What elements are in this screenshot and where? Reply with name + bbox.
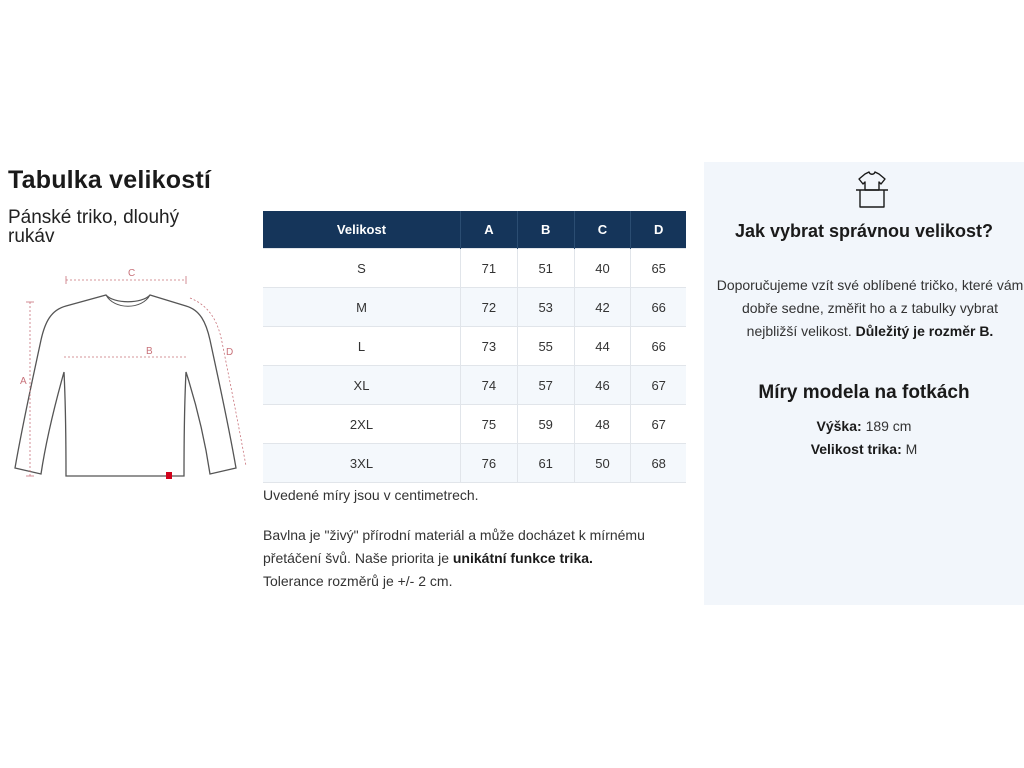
- table-row: [263, 405, 686, 444]
- product-subtitle: Pánské triko, dlouhý rukáv: [8, 207, 180, 247]
- table-row: [263, 327, 686, 366]
- cell-b: 59: [517, 405, 574, 444]
- long-sleeve-shirt-diagram: [14, 262, 254, 492]
- label-d: D: [226, 347, 234, 358]
- cell-c: 40: [574, 249, 631, 288]
- cell-a: 71: [461, 249, 518, 288]
- height-label: Výška:: [816, 418, 862, 434]
- cell-b: 57: [517, 366, 574, 405]
- label-c: C: [128, 268, 136, 279]
- header-b: B: [517, 211, 574, 249]
- cell-d: 67: [631, 366, 686, 405]
- table-row: [263, 444, 686, 483]
- header-velikost: Velikost: [263, 211, 461, 249]
- cell-d: 66: [631, 327, 686, 366]
- table-row: [263, 249, 686, 288]
- header-c: C: [574, 211, 631, 249]
- material-note: [263, 524, 703, 593]
- cell-size: 2XL: [263, 405, 461, 444]
- model-height: [704, 418, 1024, 434]
- cell-c: 48: [574, 405, 631, 444]
- size-value: M: [905, 441, 918, 457]
- cell-size: XL: [263, 366, 461, 405]
- panel-advice: [716, 274, 1024, 343]
- advice-bold-text: Důležitý je rozměr B.: [855, 323, 994, 339]
- cell-size: L: [263, 327, 461, 366]
- shirt-outline: [15, 295, 236, 476]
- table-row: [263, 366, 686, 405]
- model-heading: Míry modela na fotkách: [758, 382, 970, 403]
- sizing-help-panel: [704, 162, 1024, 605]
- cell-b: 51: [517, 249, 574, 288]
- cell-d: 65: [631, 249, 686, 288]
- height-value: 189 cm: [865, 418, 912, 434]
- advice-text: Doporučujeme vzít své oblíbené tričko, které vám dobře sedne, změřit ho a z tabulky vybrat nejbližší velikost.: [716, 277, 1024, 339]
- cell-c: 42: [574, 288, 631, 327]
- table-row: [263, 288, 686, 327]
- cell-size: S: [263, 249, 461, 288]
- material-bold-text: unikátní funkce trika.: [452, 550, 593, 566]
- cell-d: 66: [631, 288, 686, 327]
- units-note: Uvedené míry jsou v centimetrech.: [263, 487, 479, 503]
- cell-d: 68: [631, 444, 686, 483]
- cell-size: 3XL: [263, 444, 461, 483]
- cell-a: 73: [461, 327, 518, 366]
- cell-a: 72: [461, 288, 518, 327]
- cell-c: 44: [574, 327, 631, 366]
- shirt-tag: [166, 472, 172, 479]
- size-table: [263, 211, 686, 483]
- label-b: B: [146, 346, 153, 357]
- tolerance-text: Tolerance rozměrů je +/- 2 cm.: [263, 573, 453, 589]
- cell-b: 53: [517, 288, 574, 327]
- cell-b: 55: [517, 327, 574, 366]
- panel-heading: Jak vybrat správnou velikost?: [734, 221, 994, 241]
- page-title: Tabulka velikostí: [8, 166, 212, 194]
- header-a: A: [461, 211, 518, 249]
- table-header-row: [263, 211, 686, 249]
- cell-a: 76: [461, 444, 518, 483]
- tshirt-box-icon: [854, 170, 890, 210]
- cell-d: 67: [631, 405, 686, 444]
- label-a: A: [20, 376, 27, 387]
- cell-a: 74: [461, 366, 518, 405]
- size-label: Velikost trika:: [810, 441, 902, 457]
- cell-c: 46: [574, 366, 631, 405]
- model-size: [704, 441, 1024, 457]
- cell-a: 75: [461, 405, 518, 444]
- cell-c: 50: [574, 444, 631, 483]
- cell-b: 61: [517, 444, 574, 483]
- header-d: D: [631, 211, 686, 249]
- material-text: Bavlna je "živý" přírodní materiál a může docházet k mírnému přetáčení švů. Naše priorita je: [263, 527, 645, 566]
- cell-size: M: [263, 288, 461, 327]
